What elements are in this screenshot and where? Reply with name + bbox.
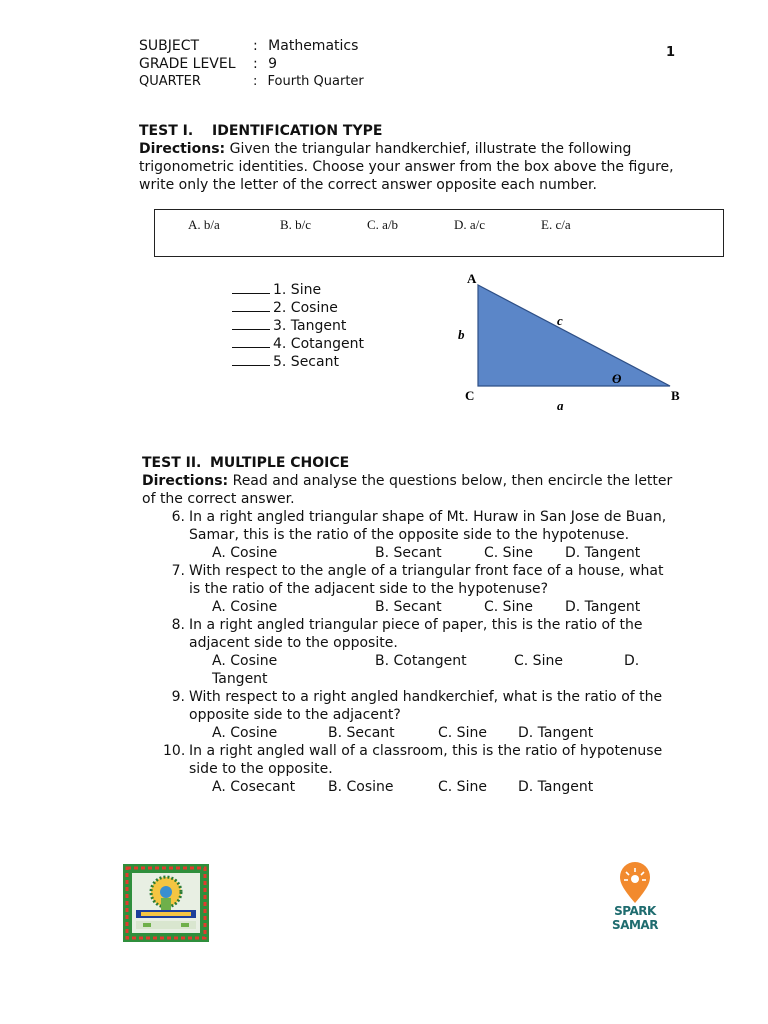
quarter-row: [139, 73, 201, 91]
options-row: [0, 598, 768, 616]
option-b[interactable]: B. Secant: [375, 545, 442, 561]
option-a[interactable]: A. Cosine: [212, 599, 278, 615]
choice-box: [154, 209, 724, 257]
choice-d: D. a/c: [454, 217, 486, 232]
option-d[interactable]: D. Tangent: [518, 779, 594, 795]
choice-a: A. b/a: [188, 217, 220, 232]
answer-blank[interactable]: [232, 353, 270, 366]
test2-title-name: MULTIPLE CHOICE: [210, 455, 350, 471]
question-number: 7.: [171, 563, 185, 579]
subject-value: Mathematics: [268, 38, 359, 54]
id-item: [232, 299, 338, 317]
answer-blank[interactable]: [232, 299, 270, 312]
option-c[interactable]: C. Sine: [484, 545, 533, 561]
options-row: [0, 544, 768, 562]
choice-e: E. c/a: [541, 217, 571, 232]
question-text-cont: Samar, this is the ratio of the opposite side to the hypotenuse.: [189, 527, 630, 543]
answer-blank[interactable]: [232, 317, 270, 330]
question-text: With respect to the angle of a triangular front face of a house, what: [189, 563, 664, 579]
question-number: 10.: [163, 743, 186, 759]
quarter-label: QUARTER: [139, 74, 201, 89]
question-text: In a right angled wall of a classroom, this is the ratio of hypotenuse: [189, 743, 663, 759]
question-text: With respect to a right angled handkerchief, what is the ratio of the: [189, 689, 663, 705]
question-text-cont: is the ratio of the adjacent side to the hypotenuse?: [189, 581, 549, 597]
item-label: 3. Tangent: [273, 318, 347, 334]
school-seal-logo: [123, 864, 209, 942]
option-d[interactable]: D. Tangent: [565, 545, 641, 561]
quarter-value-row: [253, 73, 364, 91]
spark-pin-icon: [612, 862, 658, 904]
question-number: 8.: [171, 617, 185, 633]
option-c[interactable]: C. Sine: [438, 725, 487, 741]
test2-title-num: TEST II.: [142, 455, 202, 471]
item-label: 5. Secant: [273, 354, 339, 370]
options-row: [0, 778, 768, 796]
option-a[interactable]: A. Cosine: [212, 653, 278, 669]
subject-row: [139, 37, 199, 55]
question-7: [163, 562, 723, 580]
logo-text-samar: SAMAR: [612, 918, 658, 932]
option-d[interactable]: D. Tangent: [518, 725, 594, 741]
options-row: [0, 652, 768, 688]
side-c-label: c: [557, 313, 563, 328]
option-a[interactable]: A. Cosine: [212, 725, 278, 741]
answer-blank[interactable]: [232, 335, 270, 348]
test1-directions: [139, 140, 739, 158]
question-text-cont: opposite side to the adjacent?: [189, 707, 401, 723]
option-d[interactable]: D.: [624, 653, 640, 669]
grade-row: [139, 55, 236, 73]
directions-label: Directions:: [139, 141, 226, 157]
question-text-cont: side to the opposite.: [189, 761, 333, 777]
separator: :: [253, 38, 258, 54]
option-a[interactable]: A. Cosecant: [212, 779, 296, 795]
vertex-b-label: B: [671, 388, 680, 403]
item-label: 4. Cotangent: [273, 336, 364, 352]
question-number: 6.: [171, 509, 185, 525]
test1-title-num: TEST I.: [139, 123, 194, 139]
option-c[interactable]: C. Sine: [514, 653, 563, 669]
separator: :: [253, 56, 258, 72]
side-b-label: b: [458, 327, 465, 342]
answer-blank[interactable]: [232, 281, 270, 294]
id-item: [232, 281, 321, 299]
item-label: 1. Sine: [273, 282, 322, 298]
vertex-a-label: A: [467, 271, 477, 286]
spark-samar-logo: [612, 862, 658, 944]
option-d[interactable]: D. Tangent: [565, 599, 641, 615]
grade-label: GRADE LEVEL: [139, 56, 236, 72]
right-triangle: [478, 285, 670, 386]
option-c[interactable]: C. Sine: [438, 779, 487, 795]
subject-label: SUBJECT: [139, 38, 200, 54]
question-text-cont: adjacent side to the opposite.: [189, 635, 398, 651]
vertex-c-label: C: [465, 388, 475, 403]
option-d-wrap[interactable]: Tangent: [212, 671, 268, 687]
option-b[interactable]: B. Cosine: [328, 779, 394, 795]
question-text: In a right angled triangular piece of paper, this is the ratio of the: [189, 617, 643, 633]
option-b[interactable]: B. Secant: [328, 725, 395, 741]
grade-value-row: [253, 55, 277, 73]
choice-b: B. b/c: [280, 217, 312, 232]
option-c[interactable]: C. Sine: [484, 599, 533, 615]
separator: :: [253, 74, 258, 89]
triangle-figure: [440, 265, 700, 420]
choice-c: C. a/b: [367, 217, 399, 232]
angle-theta-label: ϴ: [612, 371, 622, 386]
directions-label: Directions:: [142, 473, 229, 489]
question-text: In a right angled triangular shape of Mt. Huraw in San Jose de Buan,: [189, 509, 667, 525]
question-10: [163, 742, 723, 760]
question-number: 9.: [171, 689, 185, 705]
page-number: 1: [666, 45, 676, 60]
directions-line3: write only the letter of the correct answer opposite each number.: [139, 177, 597, 193]
id-item: [232, 353, 339, 371]
question-8: [163, 616, 723, 634]
option-b[interactable]: B. Cotangent: [375, 653, 467, 669]
item-label: 2. Cosine: [273, 300, 338, 316]
side-a-label: a: [557, 398, 564, 413]
test2-directions: [142, 472, 742, 490]
id-item: [232, 335, 364, 353]
option-a[interactable]: A. Cosine: [212, 545, 278, 561]
id-item: [232, 317, 346, 335]
directions-line2: of the correct answer.: [142, 491, 295, 507]
question-6: [163, 508, 723, 526]
quarter-value: Fourth Quarter: [267, 74, 364, 89]
test1-title-name: IDENTIFICATION TYPE: [212, 123, 383, 139]
logo-text-spark: SPARK: [614, 904, 656, 918]
directions-line2: trigonometric identities. Choose your answer from the box above the figure,: [139, 159, 674, 175]
grade-value: 9: [268, 56, 278, 72]
subject-value-row: [253, 37, 358, 55]
option-b[interactable]: B. Secant: [375, 599, 442, 615]
directions-line1: Given the triangular handkerchief, illustrate the following: [229, 141, 632, 157]
question-9: [163, 688, 723, 706]
options-row: [0, 724, 768, 742]
directions-line1: Read and analyse the questions below, then encircle the letter: [232, 473, 673, 489]
